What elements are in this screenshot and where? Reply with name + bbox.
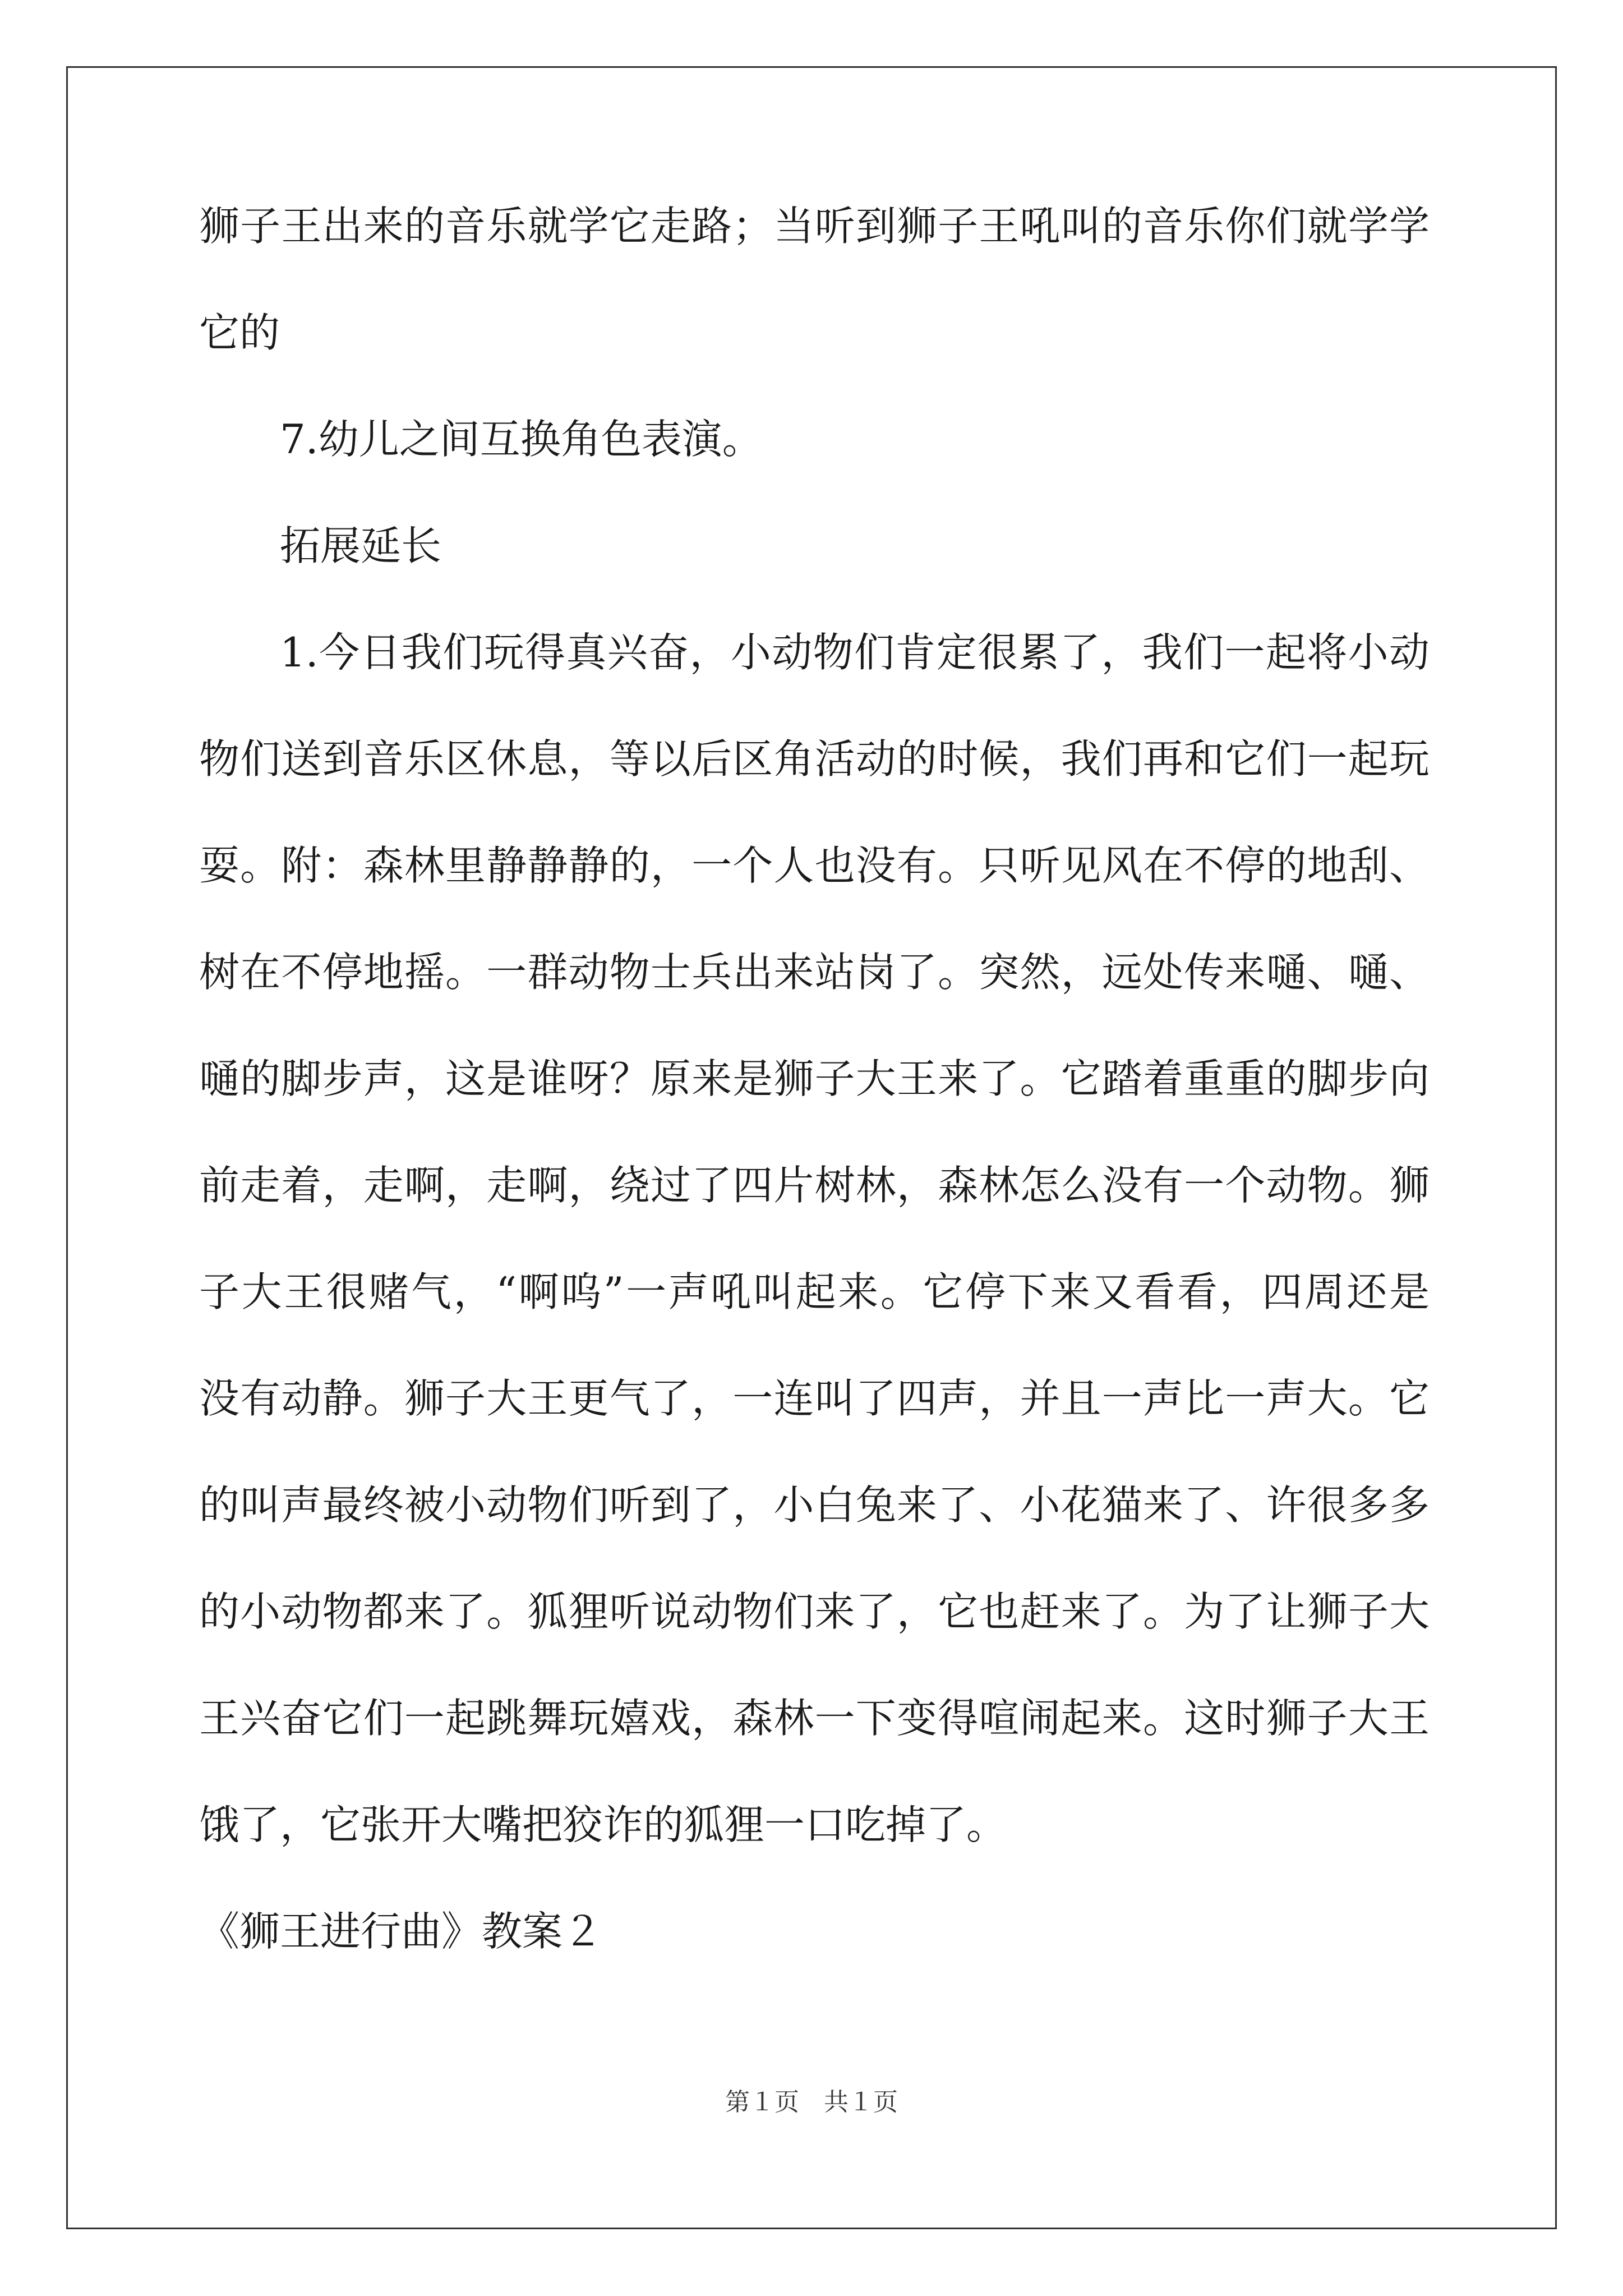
text-line: 没有动静。狮子大王更气了，一连叫了四声，并且一声比一声大。它 bbox=[199, 1375, 1430, 1422]
text-line: 它的 bbox=[199, 309, 280, 356]
text-line: 饿了，它张开大嘴把狡诈的狐狸一口吃掉了。 bbox=[199, 1801, 1007, 1848]
text-line: 的叫声最终被小动物们听到了，小白兔来了、小花猫来了、许很多多 bbox=[199, 1481, 1430, 1529]
text-line: 树在不停地摇。一群动物士兵出来站岗了。突然，远处传来嗵、嗵、 bbox=[199, 949, 1430, 996]
text-line: 嗵的脚步声，这是谁呀？原来是狮子大王来了。它踏着重重的脚步向 bbox=[199, 1055, 1430, 1102]
text-line: 物们送到音乐区休息，等以后区角活动的时候，我们再和它们一起玩 bbox=[199, 735, 1430, 783]
text-line: 前走着，走啊，走啊，绕过了四片树林，森林怎么没有一个动物。狮 bbox=[199, 1162, 1430, 1209]
text-line: 子大王很赌气，“啊呜”一声吼叫起来。它停下来又看看，四周还是 bbox=[199, 1268, 1430, 1315]
text-line: 的小动物都来了。狐狸听说动物们来了，它也赶来了。为了让狮子大 bbox=[199, 1588, 1430, 1635]
text-line: 狮子王出来的音乐就学它走路；当听到狮子王吼叫的音乐你们就学学 bbox=[199, 203, 1430, 250]
document-body bbox=[199, 199, 1430, 2011]
section-heading: 拓展延长 bbox=[280, 522, 442, 569]
document-title-heading: 《狮王进行曲》教案２ bbox=[199, 1908, 603, 1955]
list-item: 1.今日我们玩得真兴奋，小动物们肯定很累了，我们一起将小动 bbox=[280, 629, 1430, 676]
text-line: 耍。附：森林里静静静的，一个人也没有。只听见风在不停的地刮、 bbox=[199, 842, 1430, 889]
text-line: 王兴奋它们一起跳舞玩嬉戏，森林一下变得喧闹起来。这时狮子大王 bbox=[199, 1695, 1430, 1742]
list-item: 7.幼儿之间互换角色表演。 bbox=[280, 416, 763, 463]
page-number-footer: 第１页 共１页 bbox=[725, 2088, 898, 2116]
